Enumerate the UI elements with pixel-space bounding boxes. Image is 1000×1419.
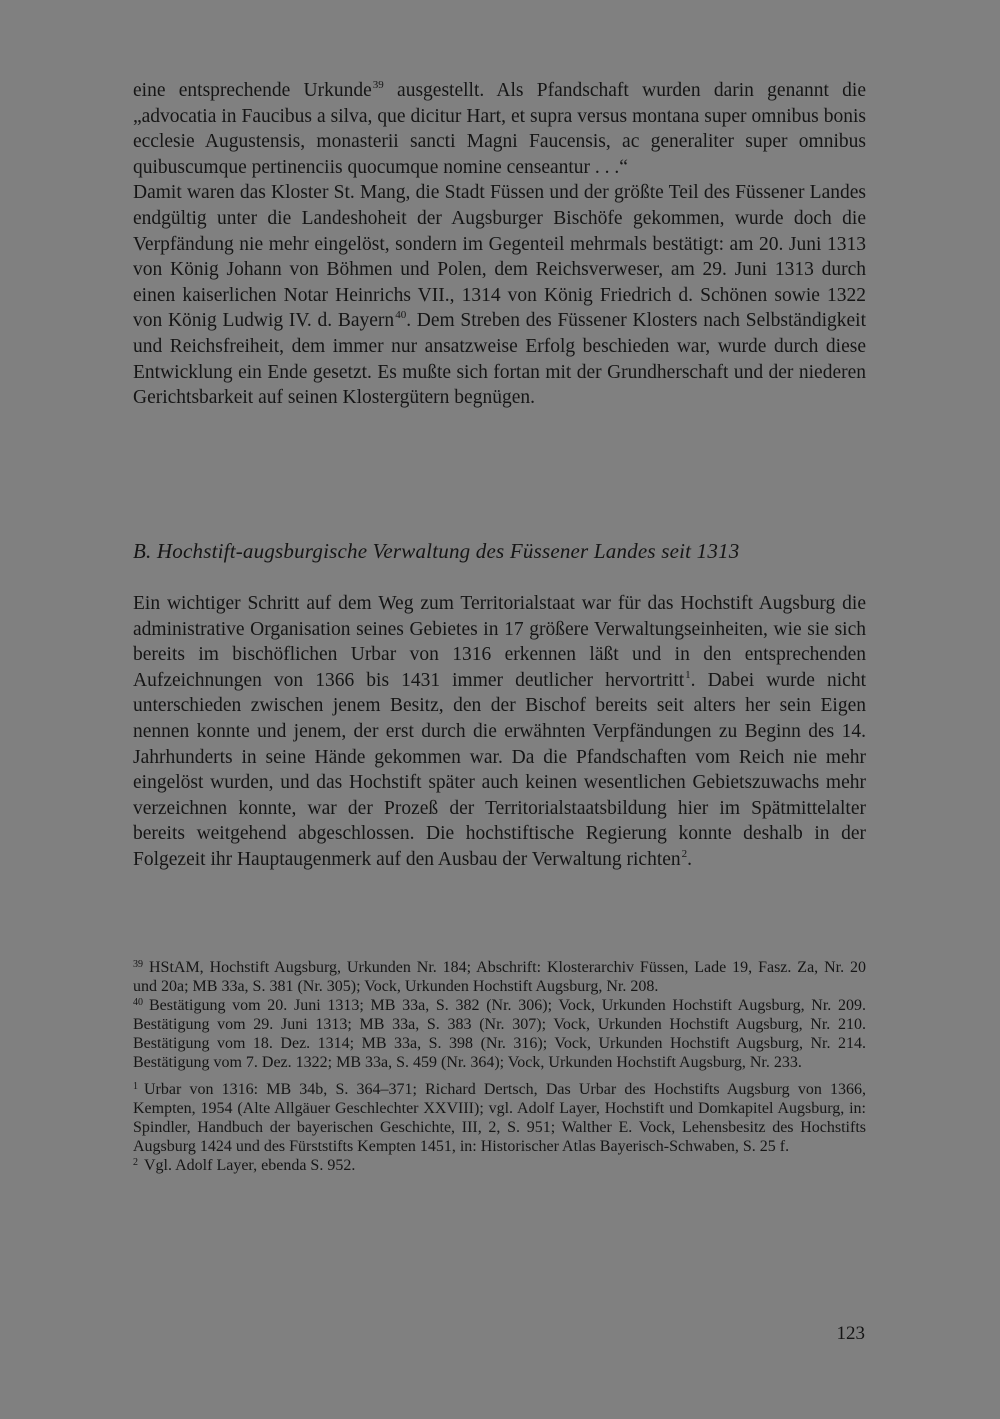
- paragraph-charter-quote: [133, 78, 866, 180]
- footnote-reference: 39: [372, 79, 384, 91]
- paragraph-administration: [133, 591, 866, 873]
- footnote-text: Vgl. Adolf Layer, ebenda S. 952.: [144, 1156, 356, 1174]
- footnote-mark: 40: [133, 997, 143, 1009]
- footnote-reference: 2: [681, 847, 688, 860]
- footnote: [133, 1080, 866, 1156]
- section-a-continuation: [133, 78, 866, 411]
- footnote: [133, 1156, 866, 1175]
- footnote-mark: 1: [133, 1080, 138, 1092]
- section-heading: B. Hochstift-augsburgische Verwaltung des Füssener Landes seit 1313: [133, 539, 740, 563]
- footnotes: [133, 958, 866, 1175]
- footnote: [133, 996, 866, 1072]
- page-number: 123: [836, 1323, 865, 1344]
- section-b-body: [133, 591, 866, 873]
- footnote-text: HStAM, Hochstift Augsburg, Urkunden Nr. 184; Abschrift: Klosterarchiv Füssen, Lade 19, Fasz. Za, Nr. 20 und 20a; MB 33a, S. 381 (Nr. 305); Vock, Urkunden Hochstift Augsburg, Nr. 208.: [133, 959, 866, 996]
- footnote-text: Urbar von 1316: MB 34b, S. 364–371; Richard Dertsch, Das Urbar des Hochstifts Augsburg von 1366, Kempten, 1954 (Alte Allgäuer Geschlechter XXVIII); vgl. Adolf Layer, Hochstift und Domkapitel Augsburg, in: Spindler, Handbuch der bayerischen Geschichte, III, 2, S. 951; Walther E. Vock, Lehensbesitz des Hochstifts Augsburg 1424 und des Fürststifts Kempten 1451, in: Historischer Atlas Bayerisch-Schwaben, S. 25 f.: [133, 1080, 866, 1155]
- footnote-reference: 1: [685, 668, 691, 681]
- paragraph-text: . Dabei wurde nicht unterschieden zwischen jenem Besitz, den der Bischof bereits seit alters her sein Eigen nennen konnte und jenem, der erst durch die erwähnten Verpfändungen zu Beginn des 14. Jahrhunderts in seine Hände gekommen war. Da die Pfandschaften vom Reich nie mehr eingelöst wurden, und das Hochstift später auch keinen wesentlichen Gebietszuwachs mehr verzeichnen konnte, war der Prozeß der Territorialstaatsbildung hier im Spätmittelalter bereits weitgehend abgeschlossen. Die hochstiftische Regierung konnte deshalb in der Folgezeit ihr Hauptaugenmerk auf den Ausbau der Verwaltung richten: [133, 669, 866, 870]
- footnote-mark: 39: [133, 959, 143, 970]
- footnote-text: Bestätigung vom 20. Juni 1313; MB 33a, S. 382 (Nr. 306); Vock, Urkunden Hochstift Augsburg, Nr. 209. Bestätigung vom 29. Juni 1313; MB 33a, S. 383 (Nr. 307); Vock, Urkunden Hochstift Augsburg, Nr. 210. Bestätigung vom 18. Dez. 1314; MB 33a, S. 398 (Nr. 316); Vock, Urkunden Hochstift Augsburg, Nr. 214. Bestätigung vom 7. Dez. 1322; MB 33a, S. 459 (Nr. 364); Vock, Urkunden Hochstift Augsburg, Nr. 233.: [133, 997, 866, 1072]
- paragraph-territorial-rule: [133, 180, 866, 410]
- paragraph-text: Ein wichtiger Schritt auf dem Weg zum Territorialstaat war für das Hochstift Augsburg die administrative Organisation seines Gebietes in 17 größere Verwaltungseinheiten, wie sie sich bereits im bischöflichen Urbar von 1316 erkennen läßt und in den entsprechenden Aufzeichnungen von 1366 bis 1431 immer deutlicher hervortritt: [133, 593, 866, 691]
- footnote: [133, 958, 866, 996]
- footnote-reference: 40: [395, 309, 407, 322]
- paragraph-text: Damit waren das Kloster St. Mang, die Stadt Füssen und der größte Teil des Füssener Landes endgültig unter die Landeshoheit der Augsburger Bischöfe gekommen, wurde doch die Verpfändung nie mehr eingelöst, sondern im Gegenteil mehrmals bestätigt: am 20. Juni 1313 von König Johann von Böhmen und Polen, dem Reichsverweser, am 29. Juni 1313 durch einen kaiserlichen Notar Heinrichs VII., 1314 von König Friedrich d. Schönen sowie 1322 von König Ludwig IV. d. Bayern: [133, 182, 866, 332]
- footnote-mark: 2: [133, 1156, 138, 1168]
- paragraph-text: . Dem Streben des Füssener Klosters nach Selbständigkeit und Reichsfreiheit, dem immer nur ansatzweise Erfolg beschieden war, wurde durch diese Entwicklung ein Ende gesetzt. Es mußte sich fortan mit der Grundherschaft und der niederen Gerichtsbarkeit auf seinen Klostergütern begnügen.: [133, 310, 866, 409]
- paragraph-text: eine entsprechende Urkunde: [133, 80, 372, 101]
- paragraph-text: ausgestellt. Als Pfandschaft wurden darin genannt die „advocatia in Faucibus a silva, que dicitur Hart, et supra versus montana super omnibus bonis ecclesie Augustensis, monasterii sancti Magni Faucensis, ac generaliter super omnibus quibuscumque pertinenciis quocumque nomine censeantur . . .“: [133, 80, 867, 178]
- paragraph-text: .: [687, 848, 693, 870]
